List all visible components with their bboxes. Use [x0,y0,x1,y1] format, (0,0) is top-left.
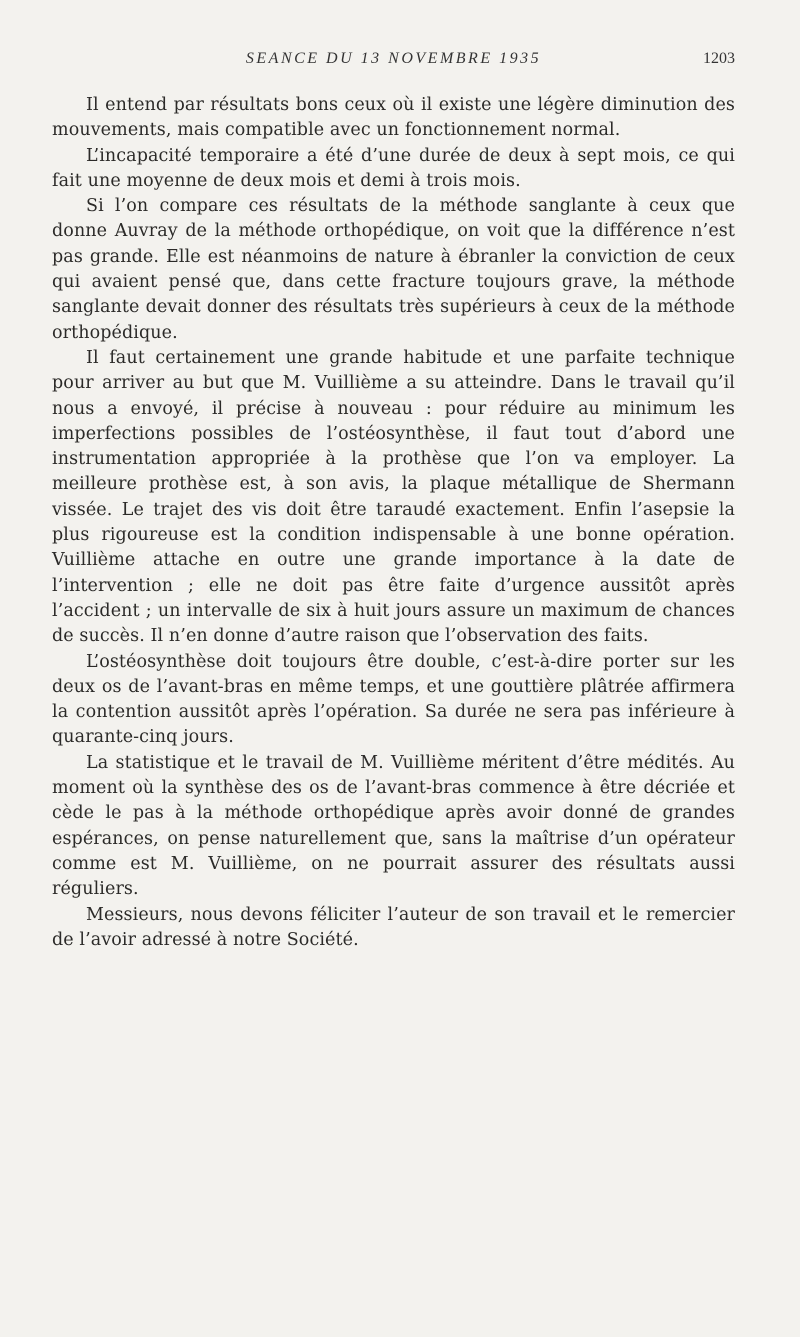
body-text [52,93,735,953]
paragraph: L’ostéosynthèse doit toujours être double, c’est-à-dire porter sur les deux os de l’avant-bras en même temps, et une gouttière plâtrée affirmera la contention aussitôt après l’opération. Sa durée ne sera pas inférieure à quarante-cinq jours. [52,651,735,748]
paragraph: Il entend par résultats bons ceux où il existe une légère diminution des mouvements, mais compatible avec un fonctionnement normal. [52,95,735,141]
running-head [52,50,735,74]
paragraph: L’incapacité temporaire a été d’une durée de deux à sept mois, ce qui fait une moyenne de deux mois et demi à trois mois. [52,145,735,191]
running-title: SEANCE DU 13 NOVEMBRE 1935 [245,50,542,67]
paragraph: Il faut certainement une grande habitude et une parfaite technique pour arriver au but que M. Vuillième a su atteindre. Dans le travail qu’il nous a envoyé, il précise à nouveau : pour réduire au minimum les imperfections possibles de l’ostéosynthèse, il faut tout d’abord une instrumentation appropriée à la prothèse que l’on va employer. La meilleure prothèse est, à son avis, la plaque métallique de Shermann vissée. Le trajet des vis doit être taraudé exactement. Enfin l’asepsie la plus rigoureuse est la condition indispensable à une bonne opération. Vuillième attache en outre une grande importance à la date de l’intervention ; elle ne doit pas être faite d’urgence aussitôt après l’accident ; un intervalle de six à huit jours assure un maximum de chances de succès. Il n’en donne d’autre raison que l’observation des faits. [52,347,735,647]
page-number: 1203 [703,50,735,67]
paragraph: Si l’on compare ces résultats de la méthode sanglante à ceux que donne Auvray de la méthode orthopédique, on voit que la différence n’est pas grande. Elle est néanmoins de nature à ébranler la conviction de ceux qui avaient pensé que, dans cette fracture toujours grave, la méthode sanglante devait donner des résultats très supérieurs à ceux de la méthode orthopédique. [52,196,735,343]
paragraph: Messieurs, nous devons féliciter l’auteur de son travail et le remercier de l’avoir adressé à notre Société. [52,904,735,950]
paragraph: La statistique et le travail de M. Vuillième méritent d’être médités. Au moment où la synthèse des os de l’avant-bras commence à être décriée et cède le pas à la méthode orthopédique après avoir donné de grandes espérances, on pense naturellement que, sans la maîtrise d’un opérateur comme est M. Vuillième, on ne pourrait assurer des résultats aussi réguliers. [52,752,735,900]
